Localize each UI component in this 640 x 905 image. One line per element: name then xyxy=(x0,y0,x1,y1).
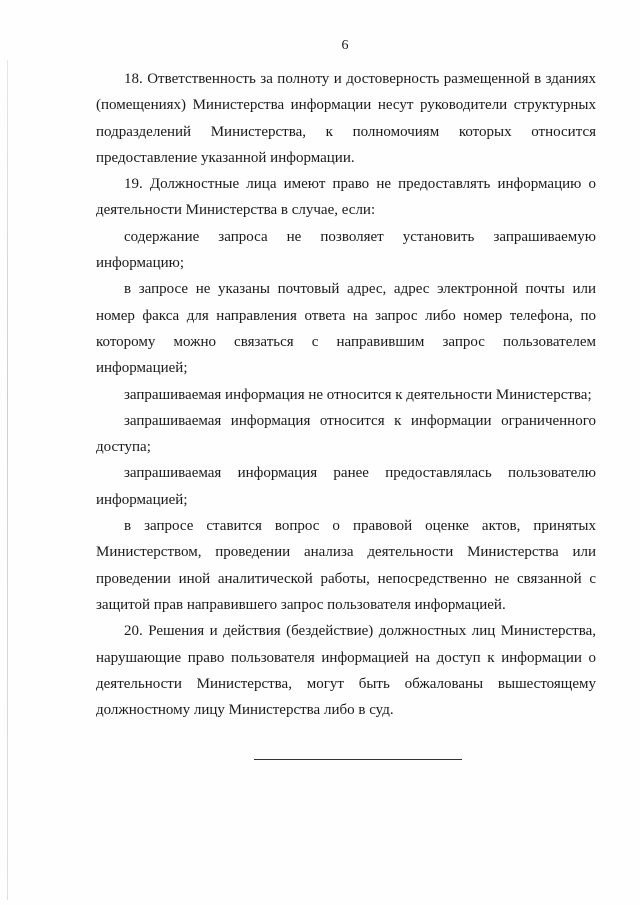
document-body xyxy=(96,66,596,723)
end-separator-line xyxy=(254,759,462,760)
page-number: 6 xyxy=(341,38,349,53)
list-item-missing-address: в запросе не указаны почтовый адрес, адрес электронной почты или номер факса для направления ответа на запрос либо номер телефона, по которому можно связаться с направившим запрос пользователем информацией; xyxy=(96,281,596,377)
list-item-previously-provided: запрашиваемая информация ранее предоставлялась пользователю информацией; xyxy=(96,465,596,508)
scan-edge-line xyxy=(7,60,8,900)
paragraph-18: 18. Ответственность за полноту и достоверность размещенной в зданиях (помещениях) Министерства информации несут руководители структурных подразделений Министерства, к полномочиям которых относится предоставление указанной информации. xyxy=(96,71,596,166)
paragraph-19: 19. Должностные лица имеют право не предоставлять информацию о деятельности Министерства в случае, если: xyxy=(96,176,596,219)
list-item-legal-assessment: в запросе ставится вопрос о правовой оценке актов, принятых Министерством, проведении анализа деятельности Министерства или проведении иной аналитической работы, непосредственно не связанной с защитой прав направившего запрос пользователя информацией. xyxy=(96,518,596,613)
list-item-not-related: запрашиваемая информация не относится к деятельности Министерства; xyxy=(124,386,592,403)
list-item-request-content: содержание запроса не позволяет установить запрашиваемую информацию; xyxy=(96,228,596,272)
list-item-restricted-access: запрашиваемая информация относится к информации ограниченного доступа; xyxy=(96,412,596,456)
paragraph-20: 20. Решения и действия (бездействие) должностных лиц Министерства, нарушающие право пользователя информацией на доступ к информации о деятельности Министерства, могут быть обжалованы вышестоящему должностному лицу Министерства либо в суд. xyxy=(96,623,596,719)
